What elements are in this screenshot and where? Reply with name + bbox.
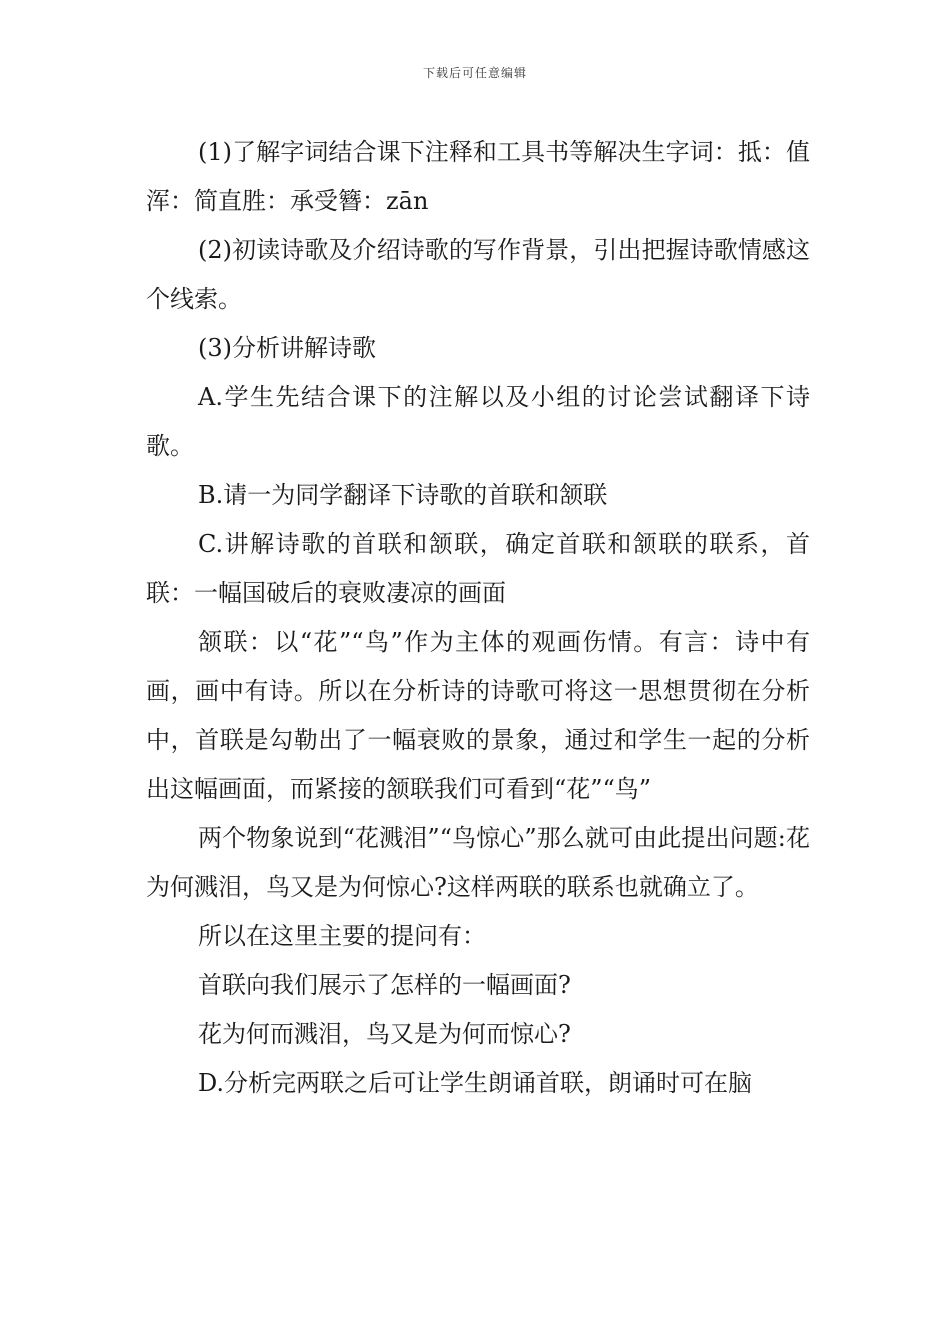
- page-header: 下载后可任意编辑: [422, 66, 527, 80]
- paragraph-question-2: 花为何而溅泪，鸟又是为何而惊心?: [198, 1020, 571, 1048]
- paragraph-step-c: C.讲解诗歌的首联和颔联，确定首联和颔联的联系，首联：一幅国破后的衰败凄凉的画面: [146, 530, 810, 607]
- paragraph-step-b: B.请一为同学翻译下诗歌的首联和颔联: [198, 481, 608, 509]
- paragraph-two-images: 两个物象说到“花溅泪”“鸟惊心”那么就可由此提出问题:花为何溅泪，鸟又是为何惊心?这样两联的联系也就确立了。: [146, 824, 810, 901]
- paragraph-hanlian: 颔联：以“花”“鸟”作为主体的观画伤情。有言：诗中有画，画中有诗。所以在分析诗的诗歌可将这一思想贯彻在分析中，首联是勾勒出了一幅衰败的景象，通过和学生一起的分析出这幅画面，而紧接的颔联我们可看到“花”“鸟”: [146, 628, 810, 803]
- paragraph-vocabulary: (1)了解字词结合课下注释和工具书等解决生字词：抵：值浑：简直胜：承受簪：zān: [146, 138, 810, 215]
- paragraph-step-d: D.分析完两联之后可让学生朗诵首联，朗诵时可在脑: [198, 1069, 753, 1097]
- paragraph-questions-intro: 所以在这里主要的提问有：: [198, 922, 486, 950]
- document-body: [146, 128, 810, 1108]
- paragraph-first-reading: (2)初读诗歌及介绍诗歌的写作背景，引出把握诗歌情感这个线索。: [146, 236, 810, 313]
- paragraph-analysis-heading: (3)分析讲解诗歌: [198, 334, 376, 362]
- paragraph-question-1: 首联向我们展示了怎样的一幅画面?: [198, 971, 571, 999]
- paragraph-step-a: A.学生先结合课下的注解以及小组的讨论尝试翻译下诗歌。: [146, 383, 810, 460]
